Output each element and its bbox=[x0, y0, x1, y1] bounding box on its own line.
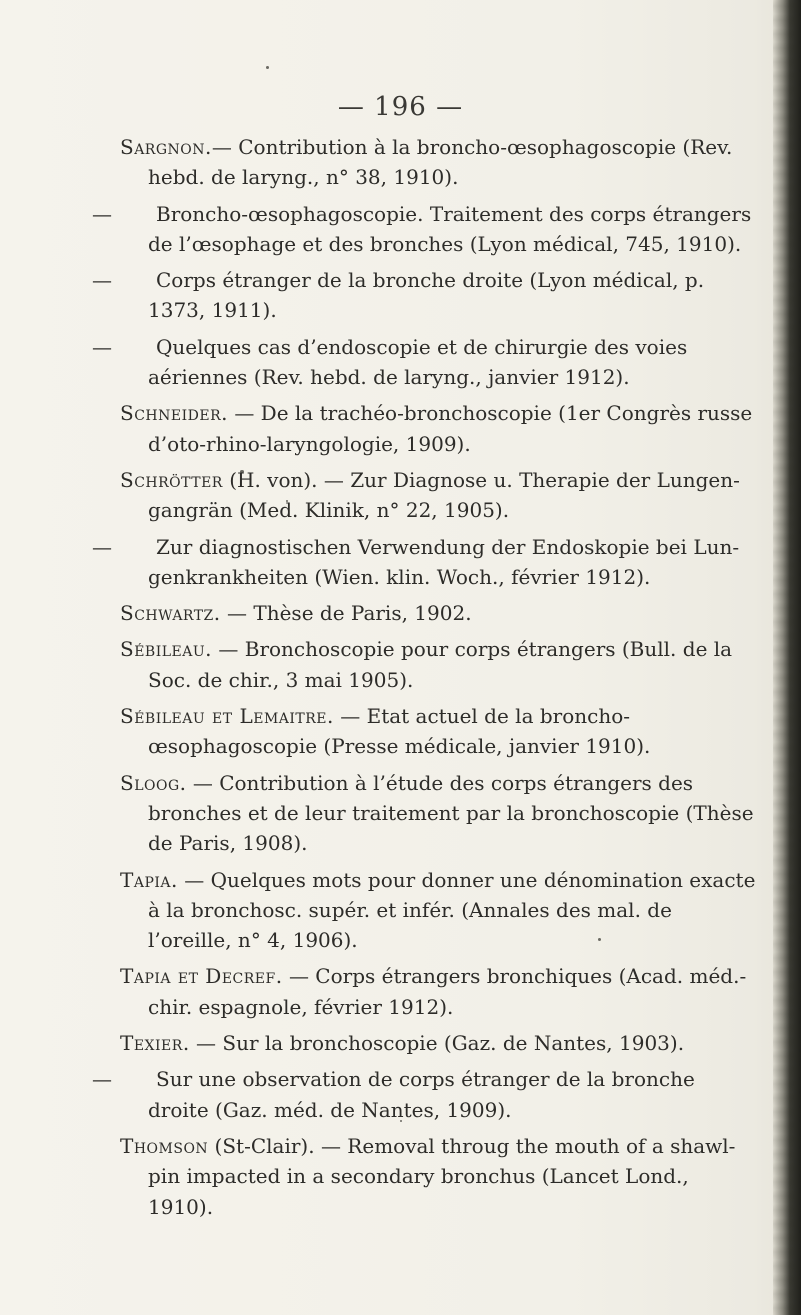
bibliography-entry-continued bbox=[92, 1064, 760, 1125]
entry-author: Tapia. bbox=[120, 867, 178, 892]
bibliography-entry bbox=[120, 701, 760, 762]
entry-text: Corps étranger de la bronche droite (Lyon médical, p. 1373, 1911). bbox=[148, 268, 705, 323]
bibliography-entry bbox=[120, 634, 760, 695]
ditto-dash: — bbox=[92, 1067, 112, 1092]
bibliography-entry-continued bbox=[92, 332, 760, 393]
entry-author: Thomson bbox=[120, 1133, 209, 1158]
entry-text: Quelques cas d’endoscopie et de chirurgie des voies aériennes (Rev. hebd. de laryng., janvier 1912). bbox=[148, 334, 688, 390]
entry-text: Sur une observation de corps étranger de la bronche droite (Gaz. méd. de Nantes, 1909). bbox=[148, 1067, 695, 1122]
ditto-dash: — bbox=[92, 534, 112, 559]
bibliography-entry bbox=[120, 132, 760, 193]
ditto-dash: — bbox=[92, 268, 112, 293]
bibliography-entry bbox=[120, 961, 760, 1022]
entry-text: — Quelques mots pour donner une dénomination exacte à la bronchosc. supér. et infér. (Annales des mal. de l’oreille, n° 4, 1906). bbox=[148, 867, 756, 953]
bibliography-entry-continued bbox=[92, 532, 760, 593]
entry-text: — Sur la bronchoscopie (Gaz. de Nantes, 1903). bbox=[196, 1031, 685, 1056]
bibliography-entry bbox=[120, 398, 760, 459]
entry-author: Sébileau et Lemaitre. bbox=[120, 704, 334, 729]
entry-author: Tapia et Decref. bbox=[120, 964, 283, 989]
book-binding-edge bbox=[773, 0, 801, 1315]
bibliography-entry-continued bbox=[92, 199, 760, 260]
entry-text: (H. von). — Zur Diagnose u. Therapie der Lungen-gangrän (Med. Klinik, n° 22, 1905). bbox=[148, 467, 740, 523]
entry-author: Schwartz. bbox=[120, 601, 221, 626]
entry-text: — Contribution à l’étude des corps étrangers des bronches et de leur traitement par la bronchoscopie (Thèse de Paris, 1908). bbox=[148, 770, 754, 856]
bibliography-entry bbox=[120, 465, 760, 526]
bibliography-entry bbox=[120, 1028, 760, 1058]
entry-text: Zur diagnostischen Verwendung der Endoskopie bei Lun-genkrankheiten (Wien. klin. Woch., février 1912). bbox=[148, 534, 740, 589]
entry-author: Sébileau. bbox=[120, 637, 213, 662]
entry-author: Schrötter bbox=[120, 467, 223, 492]
bibliography-entry-continued bbox=[92, 265, 760, 326]
bibliography-entry bbox=[120, 865, 760, 956]
entry-text: — De la trachéo-bronchoscopie (1er Congrès russe d’oto-rhino-laryngologie, 1909). bbox=[148, 401, 753, 456]
page-number: — 196 — bbox=[337, 92, 464, 122]
bibliography-entry bbox=[120, 1131, 760, 1222]
bibliography-entry bbox=[120, 598, 760, 628]
entry-author: Schneider. bbox=[120, 401, 228, 426]
bibliography-entry bbox=[120, 768, 760, 859]
bibliography-list bbox=[92, 132, 760, 1228]
entry-text: — Etat actuel de la broncho-œsophagoscopie (Presse médicale, janvier 1910). bbox=[148, 704, 651, 759]
ditto-dash: — bbox=[92, 201, 112, 226]
entry-author: Sloog. bbox=[120, 770, 187, 795]
ditto-dash: — bbox=[92, 334, 112, 359]
entry-text: Broncho-œsophagoscopie. Traitement des corps étrangers de l’œsophage et des bronches (Lyon médical, 745, 1910). bbox=[148, 201, 752, 256]
entry-text: — Thèse de Paris, 1902. bbox=[227, 601, 472, 626]
entry-author: Texier. bbox=[120, 1031, 190, 1056]
entry-author: Sargnon. bbox=[120, 135, 212, 159]
entry-text: — Bronchoscopie pour corps étrangers (Bull. de la Soc. de chir., 3 mai 1905). bbox=[148, 637, 733, 692]
entry-text: — Contribution à la broncho-œsophagoscopie (Rev. hebd. de laryng., n° 38, 1910). bbox=[148, 135, 733, 190]
entry-text: (St-Clair). — Removal throug the mouth of a shawl-pin impacted in a secondary bronchus (Lancet Lond., 1910). bbox=[148, 1133, 736, 1219]
entry-text: — Corps étrangers bronchiques (Acad. méd.-chir. espagnole, février 1912). bbox=[148, 964, 747, 1019]
